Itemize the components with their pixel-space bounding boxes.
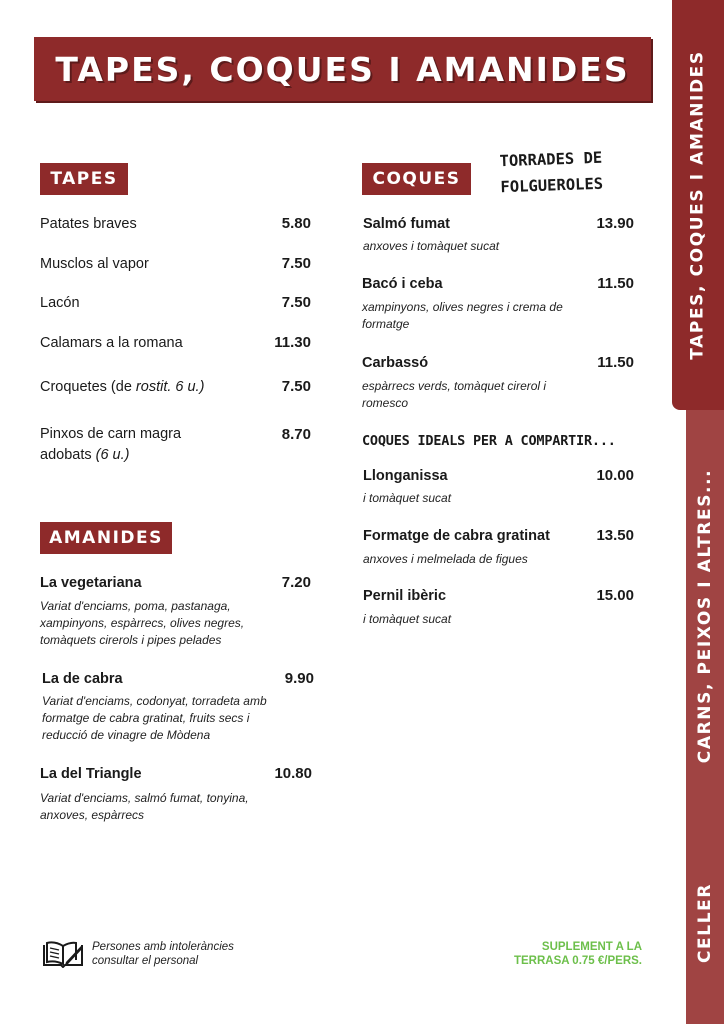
- tapes-item-price: 8.70: [281, 426, 311, 443]
- coques-sharing-item-desc: i tomàquet sucat: [363, 491, 452, 505]
- tapes-item-name: Calamars a la romana: [40, 335, 183, 351]
- coques-item-desc: xampinyons, olives negres i crema de formatge: [362, 300, 563, 331]
- coques-item-desc: anxoves i tomàquet sucat: [363, 239, 500, 253]
- amanides-item-desc: Variat d'enciams, salmó fumat, tonyina, anxoves, espàrrecs: [40, 791, 249, 822]
- tab-label: TAPES, COQUES I AMANIDES: [688, 50, 709, 360]
- terrace-supplement: SUPLEMENT A LA TERRASA 0.75 €/PERS.: [513, 941, 642, 967]
- tapes-item-price: 7.50: [281, 294, 311, 311]
- amanides-item-price: 9.90: [284, 670, 314, 687]
- amanides-item-desc: Variat d'enciams, codonyat, torradeta amb formatge de cabra gratinat, fruits secs i reducció de vinagre de Mòdena: [42, 694, 267, 742]
- tab-tapes-coques-amanides[interactable]: [672, 0, 724, 410]
- coques-item-price: 11.50: [597, 275, 634, 292]
- tab-celler[interactable]: [686, 822, 724, 1024]
- coques-sharing-item-name: Pernil ibèric: [363, 588, 447, 604]
- amanides-item-price: 10.80: [274, 765, 312, 782]
- coques-sharing-item-price: 15.00: [596, 587, 634, 604]
- open-book-pen-icon: [42, 940, 84, 968]
- tapes-item-price: 11.30: [274, 334, 311, 351]
- amanides-item-price: 7.20: [281, 574, 311, 591]
- tapes-item-price: 7.50: [281, 255, 311, 272]
- coques-sharing-item-name: Formatge de cabra gratinat: [363, 528, 550, 544]
- amanides-item-name: La del Triangle: [40, 766, 142, 782]
- coques-item-name: Salmó fumat: [363, 216, 451, 232]
- coques-sharing-item-price: 10.00: [596, 467, 634, 484]
- tab-carns-peixos[interactable]: [686, 410, 724, 822]
- allergy-note: Persones amb intoleràncies consultar el personal: [92, 941, 234, 967]
- tab-label: CELLER: [695, 882, 715, 964]
- coques-item-name: Carbassó: [362, 355, 429, 371]
- coques-item-desc: espàrrecs verds, tomàquet cirerol i romesco: [362, 379, 547, 410]
- coques-sharing-item-desc: anxoves i melmelada de figues: [363, 552, 528, 566]
- coques-sharing-item-name: Llonganissa: [363, 468, 448, 484]
- amanides-item-desc: Variat d'enciams, poma, pastanaga, xampinyons, espàrrecs, olives negres, tomàquets cirerols i pipes pelades: [40, 599, 245, 647]
- coques-item-price: 13.90: [596, 215, 634, 232]
- tapes-item-name: Musclos al vapor: [40, 256, 149, 272]
- tab-label: CARNS, PEIXOS I ALTRES...: [695, 468, 716, 764]
- amanides-item-name: La de cabra: [42, 671, 123, 687]
- tapes-item-price: 5.80: [281, 215, 311, 232]
- tapes-item-name: Pinxos de carn magra adobats (6 u.): [40, 426, 182, 463]
- tapes-item-name: Patates braves: [40, 216, 137, 232]
- coques-sharing-item-desc: i tomàquet sucat: [363, 612, 452, 626]
- page-title-text: TAPES, COQUES I AMANIDES: [55, 49, 630, 89]
- tapes-item-name: Lacón: [40, 295, 80, 311]
- tapes-heading: TAPES: [40, 163, 128, 195]
- amanides-heading: AMANIDES: [40, 522, 172, 554]
- coques-sharing-heading: COQUES IDEALS PER A COMPARTIR...: [362, 433, 616, 449]
- coques-subtitle: TORRADES DE FOLGUEROLES: [499, 148, 604, 197]
- coques-heading: COQUES: [362, 163, 471, 195]
- coques-item-price: 11.50: [597, 354, 634, 371]
- coques-item-name: Bacó i ceba: [362, 276, 443, 292]
- amanides-item-name: La vegetariana: [40, 575, 142, 591]
- tapes-item-name: Croquetes (de rostit. 6 u.): [40, 379, 205, 395]
- tapes-item-price: 7.50: [281, 378, 311, 395]
- coques-sharing-item-price: 13.50: [596, 527, 634, 544]
- page-title: [34, 37, 651, 101]
